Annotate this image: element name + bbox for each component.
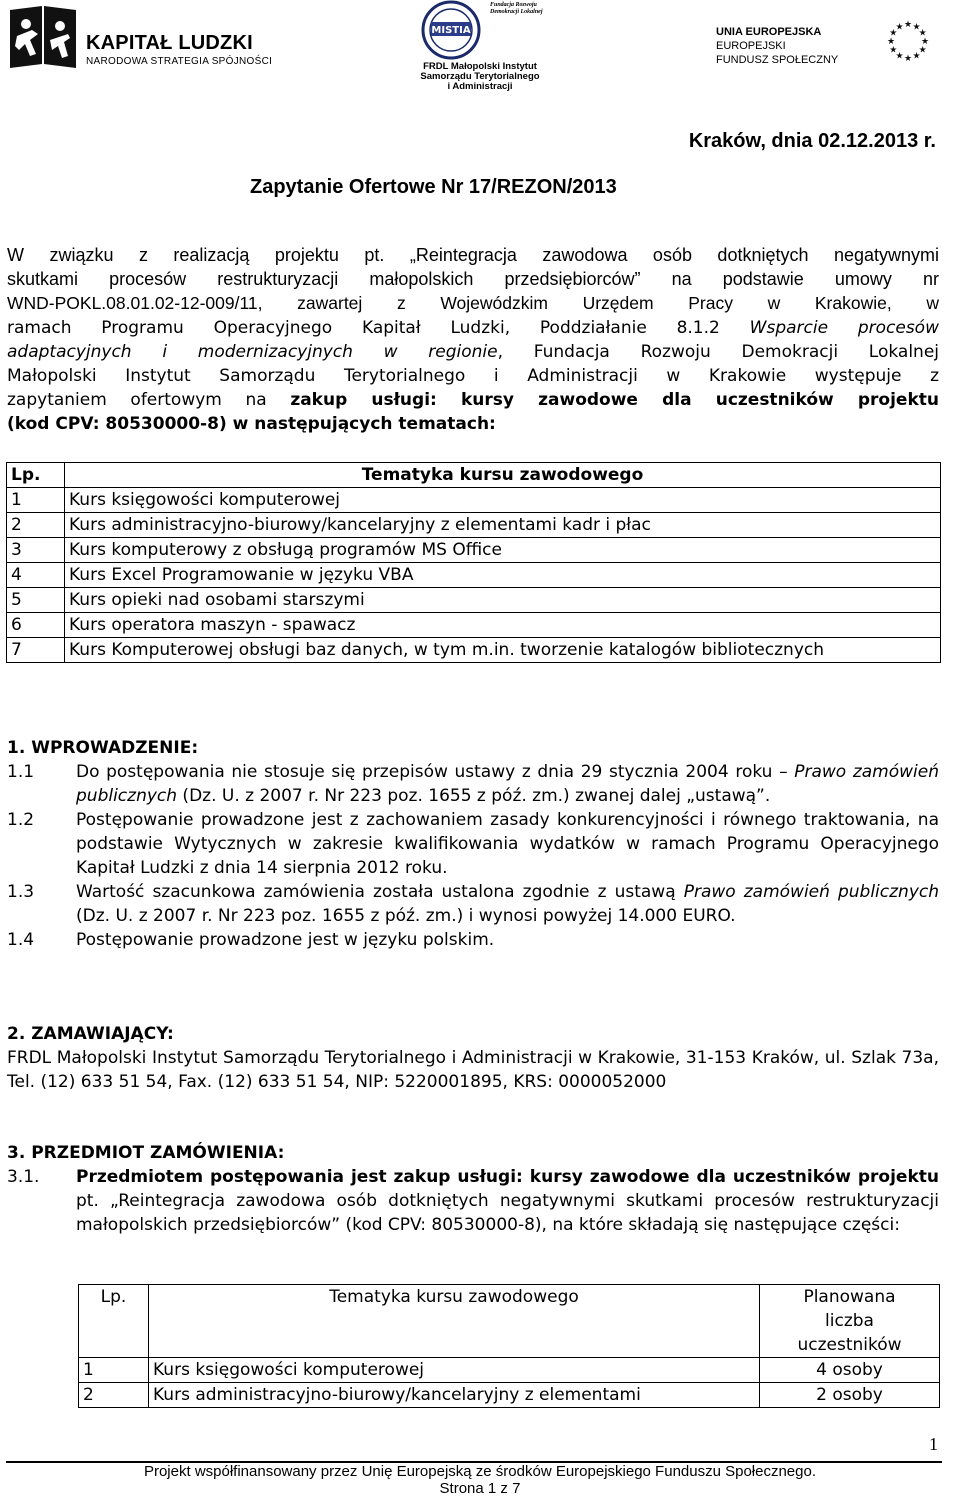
eu-star-icon: ★ (912, 51, 921, 62)
footer-cofinancing: Projekt współfinansowany przez Unię Europejską ze środków Europejskiego Funduszu Społecznego. (143, 1463, 817, 1480)
row-topic: Kurs administracyjno-biurowy/kancelaryjny z elementami kadr i płac (65, 513, 941, 538)
header-lp: Lp. (79, 1285, 149, 1358)
footer-page-count: Strona 1 z 7 (439, 1480, 521, 1497)
intro-line-1: W związku z realizacją projektu pt. „Reintegracja zawodowa osób dotkniętych negatywnymi (7, 245, 939, 265)
row-topic: Kurs księgowości komputerowej (65, 488, 941, 513)
table-header-row (7, 463, 941, 488)
intro-line-7-text: zapytaniem ofertowym na (7, 390, 291, 411)
row-lp: 1 (7, 488, 65, 513)
header-topic: Tematyka kursu zawodowego (65, 463, 941, 488)
frdl-line-2: Samorządu Terytorialnego (420, 71, 540, 82)
row-lp: 1 (79, 1358, 149, 1383)
frdl-line-1: FRDL Małopolski Instytut (423, 61, 537, 72)
section-1-item (7, 880, 939, 928)
item-number: 1.1 (7, 762, 35, 782)
row-topic: Kurs administracyjno-biurowy/kancelaryjny z elementami (149, 1383, 760, 1408)
fund-line-2: Demokracji Lokalnej (490, 9, 543, 15)
eu-line-3: FUNDUSZ SPOŁECZNY (716, 54, 839, 66)
section-subject (7, 1141, 939, 1237)
eu-star-icon: ★ (918, 28, 927, 39)
row-count: 4 osoby (760, 1358, 940, 1383)
date-line: Kraków, dnia 02.12.2013 r. (688, 130, 936, 152)
item-text (76, 1165, 939, 1237)
eu-star-icon: ★ (903, 54, 913, 64)
intro-line-7-bold: zakup usługi: kursy zawodowe dla uczestników projektu (290, 390, 939, 411)
header-count: Planowana liczba uczestników (760, 1285, 940, 1358)
table-row (7, 563, 941, 588)
intro-line-4 (7, 316, 939, 340)
item-text-italic: Prawo zamówień publicznych (76, 762, 940, 806)
intro-line-5-text: , Fundacja Rozwoju Demokracji Lokalnej (497, 341, 939, 362)
section-3-title: 3. PRZEDMIOT ZAMÓWIENIA: (7, 1143, 285, 1163)
section-1-item (7, 760, 939, 808)
row-topic: Kurs Excel Programowanie w języku VBA (65, 563, 941, 588)
kapital-ludzki-title: KAPITAŁ LUDZKI (86, 32, 253, 54)
item-text (76, 760, 939, 808)
eu-star-icon: ★ (918, 45, 927, 56)
section-1-item (7, 928, 939, 952)
intro-paragraph (7, 243, 939, 437)
row-lp: 5 (7, 588, 65, 613)
eu-star-icon: ★ (895, 51, 904, 62)
eu-star-icon: ★ (920, 37, 930, 47)
table-row (7, 588, 941, 613)
table-row (7, 538, 941, 563)
row-topic: Kurs księgowości komputerowej (149, 1358, 760, 1383)
row-lp: 3 (7, 538, 65, 563)
intro-line-3: WND-POKL.08.01.02-12-009/11, zawartej z Wojewódzkim Urzędem Pracy w Krakowie, w (7, 293, 939, 314)
eu-line-1: UNIA EUROPEJSKA (716, 26, 822, 38)
header-lp: Lp. (7, 463, 65, 488)
row-lp: 2 (79, 1383, 149, 1408)
eu-star-icon: ★ (889, 45, 898, 56)
intro-line-5 (7, 340, 939, 364)
kapital-ludzki-subtitle: NARODOWA STRATEGIA SPÓJNOŚCI (86, 56, 273, 67)
section-1-item (7, 808, 939, 880)
item-number: 1.2 (7, 810, 35, 830)
intro-line-7 (7, 388, 939, 412)
row-lp: 2 (7, 513, 65, 538)
row-topic: Kurs opieki nad osobami starszymi (65, 588, 941, 613)
frdl-name (420, 62, 540, 92)
ordering-party-details: FRDL Małopolski Instytut Samorządu Terytorialnego i Administracji w Krakowie, 31-153 Kraków, ul. Szlak 73a, Tel. (12) 633 51 54, Fax. (12) 633 51 54, NIP: 5220001895, KRS: 0000052000 (7, 1048, 939, 1092)
frdl-line-3: i Administracji (447, 81, 513, 92)
eu-line-2: EUROPEJSKI (716, 40, 786, 52)
item-text-rest: pt. „Reintegracja zawodowa osób dotkniętych negatywnymi skutkami procesów restrukturyzacji małopolskich przedsiębiorców” (kod CPV: 80530000-8), na które składają się następujące części: (76, 1191, 939, 1235)
row-count: 2 osoby (760, 1383, 940, 1408)
section-3-item (7, 1165, 939, 1237)
table-row (79, 1383, 940, 1408)
table-row (7, 638, 941, 663)
page-title: Zapytanie Ofertowe Nr 17/REZON/2013 (250, 176, 617, 198)
table-header-row (79, 1285, 940, 1358)
fund-line-1: Fundacja Rozwoju (490, 2, 537, 8)
parts-table (78, 1284, 940, 1408)
table-row (7, 613, 941, 638)
row-lp: 7 (7, 638, 65, 663)
item-text: Postępowanie prowadzone jest w języku polskim. (76, 930, 495, 950)
eu-star-icon: ★ (903, 20, 913, 30)
row-topic: Kurs operatora maszyn - spawacz (65, 613, 941, 638)
intro-line-4-italic: Wsparcie procesów (719, 317, 939, 338)
table-row (7, 488, 941, 513)
row-lp: 4 (7, 563, 65, 588)
intro-line-8-bold: (kod CPV: 80530000-8) w następujących tematach: (7, 414, 496, 435)
section-2-title: 2. ZAMAWIAJĄCY: (7, 1024, 174, 1044)
section-ordering-party (7, 1022, 939, 1094)
item-number: 1.4 (7, 930, 35, 950)
item-text-b: (Dz. U. z 2007 r. Nr 223 poz. 1655 z póź. zm.) zwanej dalej „ustawą”. (177, 786, 771, 806)
kapital-ludzki-logo (8, 6, 273, 68)
eu-star-icon: ★ (889, 28, 898, 39)
section-1-title: 1. WPROWADZENIE: (7, 738, 199, 758)
row-lp: 6 (7, 613, 65, 638)
row-topic: Kurs komputerowy z obsługą programów MS Office (65, 538, 941, 563)
table-row (7, 513, 941, 538)
eu-star-icon: ★ (912, 22, 921, 33)
eu-logo (704, 10, 952, 70)
item-text (76, 880, 939, 928)
intro-line-2: skutkami procesów restrukturyzacji małopolskich przedsiębiorców” na podstawie umowy nr (7, 269, 939, 290)
item-text-a: Wartość szacunkowa zamówienia została ustalona zgodnie z ustawą (76, 882, 684, 902)
header-topic: Tematyka kursu zawodowego (149, 1285, 760, 1358)
intro-line-5-italic: adaptacyjnych i modernizacyjnych w regionie (7, 341, 498, 362)
mistia-seal-icon (419, 0, 483, 62)
row-topic: Kurs Komputerowej obsługi baz danych, w tym m.in. tworzenie katalogów bibliotecznych (65, 638, 941, 663)
topics-table (6, 462, 941, 663)
table-row (79, 1358, 940, 1383)
intro-line-4-text: ramach Programu Operacyjnego Kapitał Ludzki, Poddziałanie 8.1.2 (7, 317, 720, 338)
item-text-bold: Przedmiotem postępowania jest zakup usługi: kursy zawodowe dla uczestników projektu (76, 1167, 939, 1187)
kapital-ludzki-emblem-icon (8, 6, 78, 68)
seal-text: MISTIA (431, 25, 471, 36)
section-introduction (7, 736, 939, 952)
intro-line-6: Małopolski Instytut Samorządu Terytorialnego i Administracji w Krakowie występuje z (7, 365, 939, 386)
item-number: 1.3 (7, 882, 35, 902)
page-number: 1 (929, 1434, 938, 1454)
item-text: Postępowanie prowadzone jest z zachowaniem zasady konkurencyjności i równego traktowania, na podstawie Wytycznych w zakresie kwalifikowania wydatków w ramach Programu Operacyjnego Kapitał Ludzki z dnia 14 sierpnia 2012 roku. (76, 810, 939, 878)
intro-line-8 (7, 412, 939, 436)
item-text-b: (Dz. U. z 2007 r. Nr 223 poz. 1655 z póź. zm.) i wynosi powyżej 14.000 EURO. (76, 906, 736, 926)
item-text-italic: Prawo zamówień publicznych (683, 882, 939, 902)
frdl-logo (415, 0, 545, 92)
eu-star-icon: ★ (895, 22, 904, 33)
eu-star-icon: ★ (886, 37, 896, 47)
eu-flag-icon (872, 16, 944, 66)
fundacja-label (490, 2, 543, 16)
item-number: 3.1. (7, 1167, 40, 1187)
item-text-a: Do postępowania nie stosuje się przepisów ustawy z dnia 29 stycznia 2004 roku – (76, 762, 795, 782)
